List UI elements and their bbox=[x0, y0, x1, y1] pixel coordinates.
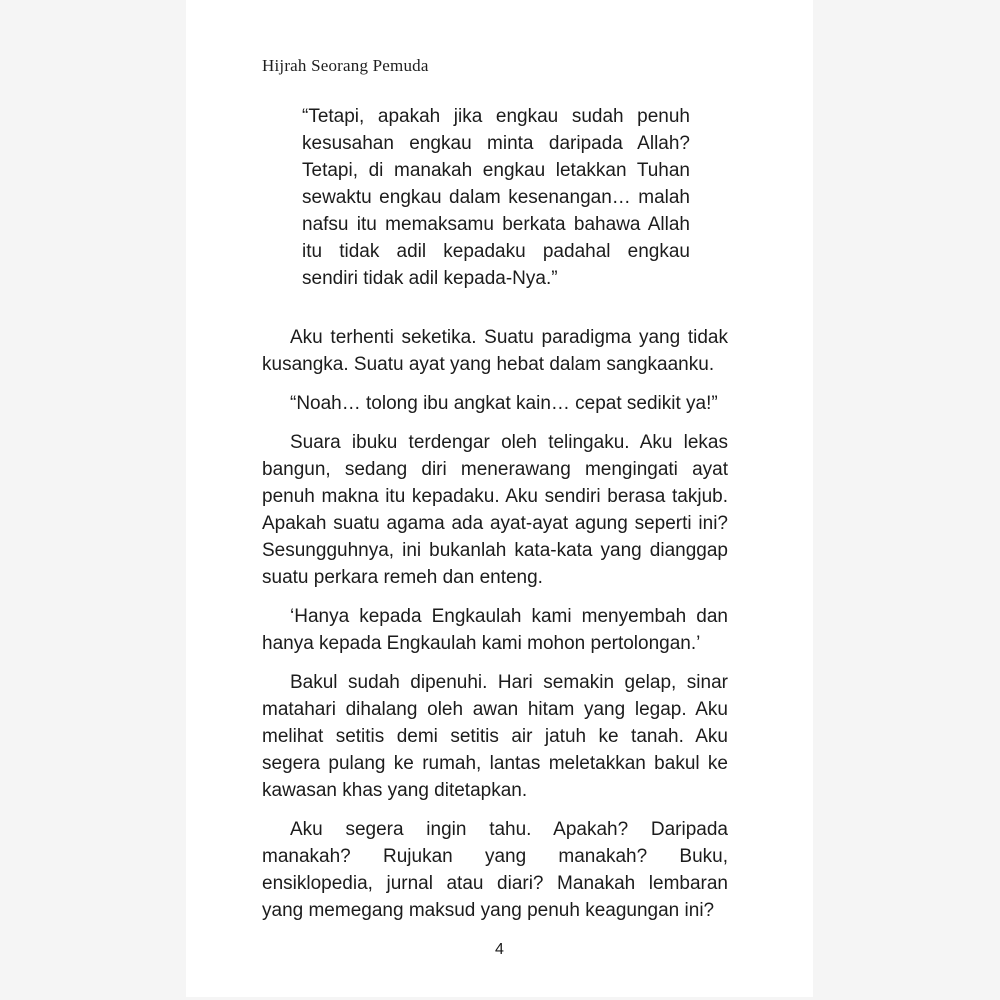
paragraph-2-dialogue: “Noah… tolong ibu angkat kain… cepat sedikit ya!” bbox=[290, 393, 718, 414]
paragraph-6: Aku segera ingin tahu. Apakah? Daripada manakah? Rujukan yang manakah? Buku, ensiklopedia, jurnal atau diari? Manakah lembaran yang memegang maksud yang penuh keagungan ini? bbox=[262, 819, 728, 921]
paragraph-4-quote: ‘Hanya kepada Engkaulah kami menyembah dan hanya kepada Engkaulah kami mohon pertolongan.’ bbox=[262, 606, 728, 654]
page-number: 4 bbox=[495, 941, 504, 958]
running-header: Hijrah Seorang Pemuda bbox=[262, 56, 429, 75]
book-page bbox=[186, 0, 813, 997]
paragraph-1: Aku terhenti seketika. Suatu paradigma yang tidak kusangka. Suatu ayat yang hebat dalam sangkaanku. bbox=[262, 327, 728, 375]
paragraph-5: Bakul sudah dipenuhi. Hari semakin gelap, sinar matahari dihalang oleh awan hitam yang legap. Aku melihat setitis demi setitis air jatuh ke tanah. Aku segera pulang ke rumah, lantas meletakkan bakul ke kawasan khas yang ditetapkan. bbox=[262, 672, 728, 801]
body-text-column bbox=[262, 103, 728, 936]
paragraph-3: Suara ibuku terdengar oleh telingaku. Aku lekas bangun, sedang diri menerawang mengingati ayat penuh makna itu kepadaku. Aku sendiri berasa takjub. Apakah suatu agama ada ayat-ayat agung seperti ini? Sesungguhnya, ini bukanlah kata-kata yang dianggap suatu perkara remeh dan enteng. bbox=[262, 432, 728, 588]
block-quote: “Tetapi, apakah jika engkau sudah penuh kesusahan engkau minta daripada Allah? Tetapi, di manakah engkau letakkan Tuhan sewaktu engkau dalam kesenangan… malah nafsu itu memaksamu berkata bahawa Allah itu tidak adil kepadaku padahal engkau sendiri tidak adil kepada-Nya.” bbox=[302, 106, 690, 289]
